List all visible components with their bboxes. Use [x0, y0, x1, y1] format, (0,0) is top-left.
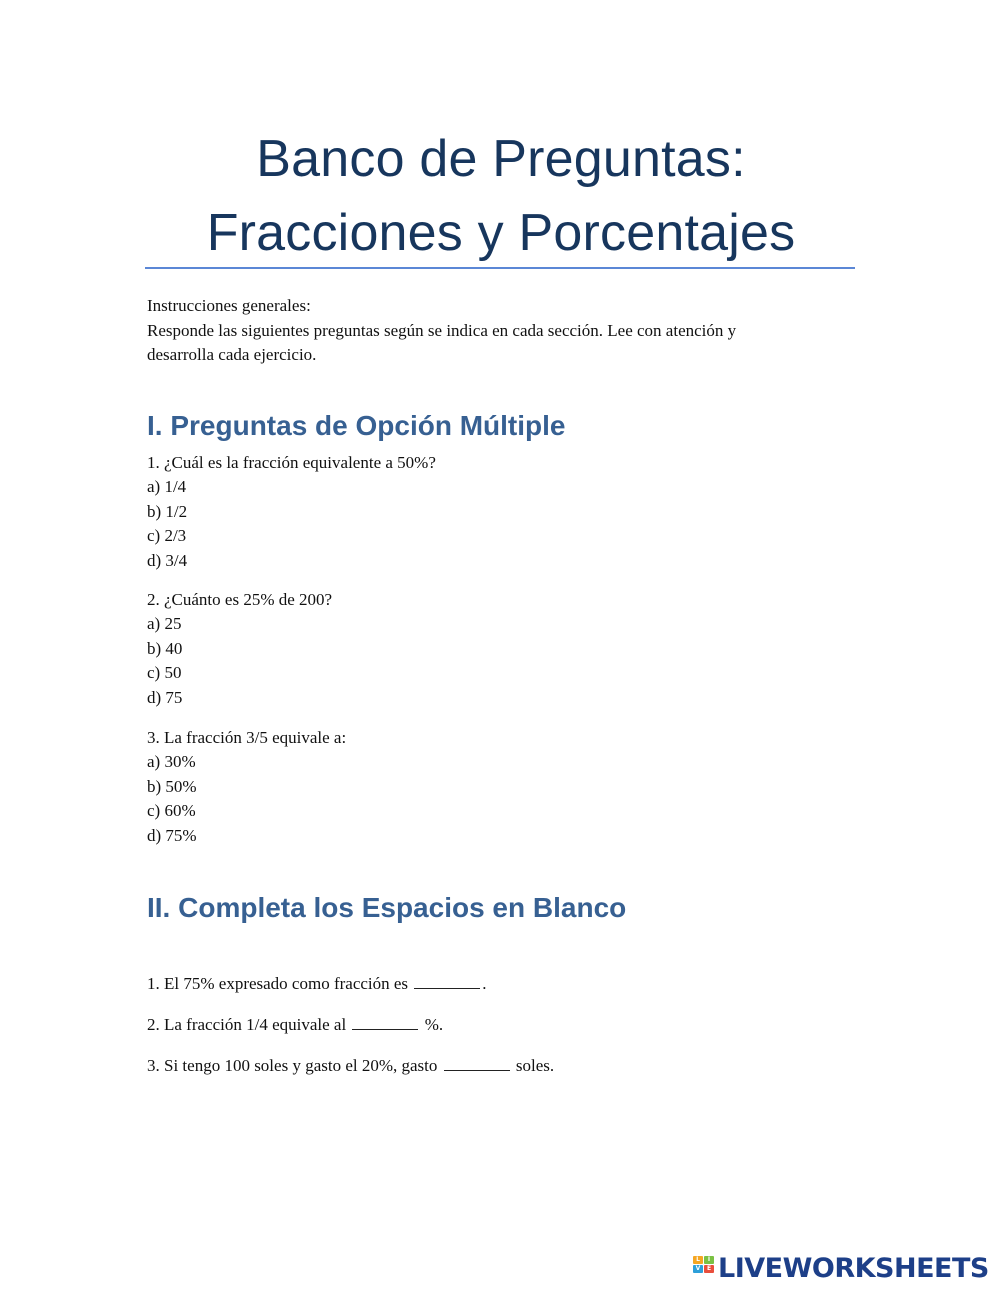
- title-divider: [145, 267, 855, 269]
- section-heading-fill-in-blanks: II. Completa los Espacios en Blanco: [147, 892, 627, 923]
- mc-question-2: [147, 588, 332, 710]
- mc-question-1: [147, 451, 436, 573]
- logo-mark-cell: I: [704, 1256, 714, 1264]
- logo-mark-cell: E: [704, 1265, 714, 1273]
- mc-question-3: [147, 726, 346, 848]
- blank-input[interactable]: [414, 973, 480, 989]
- logo-mark-cell: L: [693, 1256, 703, 1264]
- instructions-line-2: desarrolla cada ejercicio.: [147, 345, 317, 364]
- logo-mark-cell: V: [693, 1265, 703, 1273]
- answer-option[interactable]: d) 75: [147, 687, 183, 707]
- question-text: 3. La fracción 3/5 equivale a:: [147, 728, 347, 747]
- liveworksheets-logo[interactable]: [693, 1254, 989, 1284]
- blank-input[interactable]: [444, 1055, 510, 1071]
- fill-item-2: [147, 1013, 443, 1037]
- answer-option[interactable]: a) 25: [147, 614, 182, 634]
- fill-item-suffix: .: [482, 974, 487, 993]
- answer-option[interactable]: c) 50: [147, 663, 182, 683]
- answer-option[interactable]: b) 50%: [147, 776, 197, 796]
- title-line-1: Banco de Preguntas:: [256, 130, 746, 188]
- blank-input[interactable]: [352, 1014, 418, 1030]
- question-text: 2. ¿Cuánto es 25% de 200?: [147, 590, 333, 609]
- fill-item-1: [147, 972, 487, 996]
- fill-item-suffix: %.: [420, 1015, 444, 1034]
- logo-text: LIVEWORKSHEETS: [718, 1253, 989, 1284]
- page-title: [147, 122, 855, 270]
- answer-option[interactable]: a) 1/4: [147, 477, 187, 497]
- fill-item-text: 1. El 75% expresado como fracción es: [147, 974, 409, 993]
- section-heading-multiple-choice: I. Preguntas de Opción Múltiple: [147, 410, 566, 441]
- instructions-heading: Instrucciones generales:: [147, 296, 311, 315]
- question-text: 1. ¿Cuál es la fracción equivalente a 50%?: [147, 453, 436, 472]
- answer-option[interactable]: c) 2/3: [147, 526, 187, 546]
- answer-option[interactable]: a) 30%: [147, 752, 196, 772]
- fill-item-suffix: soles.: [511, 1056, 555, 1075]
- instructions-block: [147, 294, 847, 368]
- answer-option[interactable]: b) 40: [147, 638, 183, 658]
- fill-item-text: 3. Si tengo 100 soles y gasto el 20%, gasto: [147, 1056, 438, 1075]
- answer-option[interactable]: c) 60%: [147, 801, 196, 821]
- title-line-2: Fracciones y Porcentajes: [206, 204, 796, 262]
- answer-option[interactable]: d) 75%: [147, 825, 197, 845]
- fill-item-text: 2. La fracción 1/4 equivale al: [147, 1015, 347, 1034]
- fill-item-3: [147, 1054, 554, 1078]
- instructions-line-1: Responde las siguientes preguntas según se indica en cada sección. Lee con atención y: [147, 320, 737, 340]
- answer-option[interactable]: b) 1/2: [147, 501, 188, 521]
- answer-option[interactable]: d) 3/4: [147, 550, 188, 570]
- liveworksheets-logo-icon: [693, 1256, 715, 1282]
